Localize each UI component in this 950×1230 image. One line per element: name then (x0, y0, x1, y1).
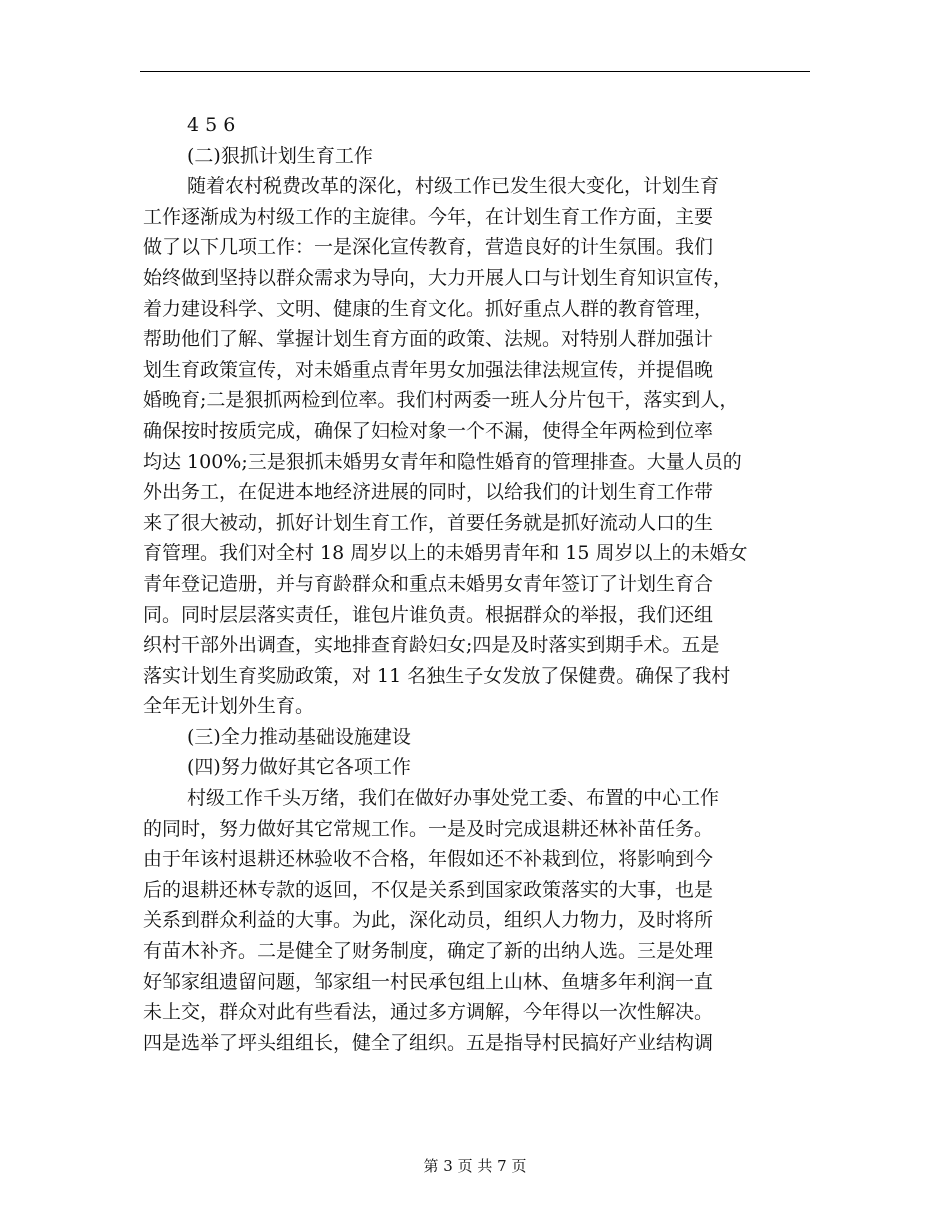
text-line: 由于年该村退耕还林验收不合格，年假如还不补栽到位，将影响到今 (143, 848, 714, 871)
text-line: 后的退耕还林专款的返回，不仅是关系到国家政策落实的大事，也是 (143, 878, 714, 901)
text-line: 帮助他们了解、掌握计划生育方面的政策、法规。对特别人群加强计 (143, 328, 714, 351)
text-line: 好邹家组遗留问题，邹家组一村民承包组上山林、鱼塘多年利润一直 (143, 970, 714, 993)
text-line: (四)努力做好其它各项工作 (187, 756, 411, 779)
text-line: 婚晚育;二是狠抓两检到位率。我们村两委一班人分片包干，落实到人， (143, 389, 739, 412)
text-line: 始终做到坚持以群众需求为导向，大力开展人口与计划生育知识宣传， (143, 266, 733, 289)
text-line: 关系到群众利益的大事。为此，深化动员，组织人力物力，及时将所 (143, 909, 714, 932)
text-line: 同。同时层层落实责任，谁包片谁负责。根据群众的举报，我们还组 (143, 603, 714, 626)
text-line: 均达 100%;三是狠抓未婚男女青年和隐性婚育的管理排查。大量人员的 (143, 450, 742, 473)
text-line: (二)狠抓计划生育工作 (187, 144, 373, 167)
text-line: 村级工作千头万绪，我们在做好办事处党工委、布置的中心工作 (187, 787, 720, 810)
text-line: 4 5 6 (187, 114, 236, 136)
text-line: 外出务工，在促进本地经济进展的同时，以给我们的计划生育工作带 (143, 481, 714, 504)
page-footer: 第 3 页 共 7 页 (423, 1157, 527, 1175)
text-line: 来了很大被动，抓好计划生育工作，首要任务就是抓好流动人口的生 (143, 511, 714, 534)
text-line: 青年登记造册，并与育龄群众和重点未婚男女青年签订了计划生育合 (143, 572, 714, 595)
text-line: 织村干部外出调查，实地排查育龄妇女;四是及时落实到期手术。五是 (143, 634, 720, 657)
text-line: 的同时，努力做好其它常规工作。一是及时完成退耕还林补苗任务。 (143, 817, 714, 840)
text-line: 育管理。我们对全村 18 周岁以上的未婚男青年和 15 周岁以上的未婚女 (143, 542, 748, 565)
text-line: 确保按时按质完成，确保了妇检对象一个不漏，使得全年两检到位率 (143, 419, 714, 442)
document-body (143, 110, 808, 1058)
text-line: 划生育政策宣传，对未婚重点青年男女加强法律法规宣传，并提倡晚 (143, 358, 714, 381)
text-line: 着力建设科学、文明、健康的生育文化。抓好重点人群的教育管理， (143, 297, 714, 320)
text-line: 随着农村税费改革的深化，村级工作已发生很大变化，计划生育 (187, 175, 720, 198)
text-line: 落实计划生育奖励政策，对 11 名独生子女发放了保健费。确保了我村 (143, 664, 731, 687)
text-line: 未上交，群众对此有些看法，通过多方调解，今年得以一次性解决。 (143, 1001, 714, 1024)
text-line: 全年无计划外生育。 (143, 695, 315, 718)
text-line: 工作逐渐成为村级工作的主旋律。今年，在计划生育工作方面，主要 (143, 205, 714, 228)
text-line: 做了以下几项工作：一是深化宣传教育，营造良好的计生氛围。我们 (143, 236, 714, 259)
text-line: 四是选举了坪头组组长，健全了组织。五是指导村民搞好产业结构调 (143, 1031, 714, 1054)
text-line: 有苗木补齐。二是健全了财务制度，确定了新的出纳人选。三是处理 (143, 940, 714, 963)
header-rule (140, 71, 810, 72)
text-line: (三)全力推动基础设施建设 (187, 725, 411, 748)
